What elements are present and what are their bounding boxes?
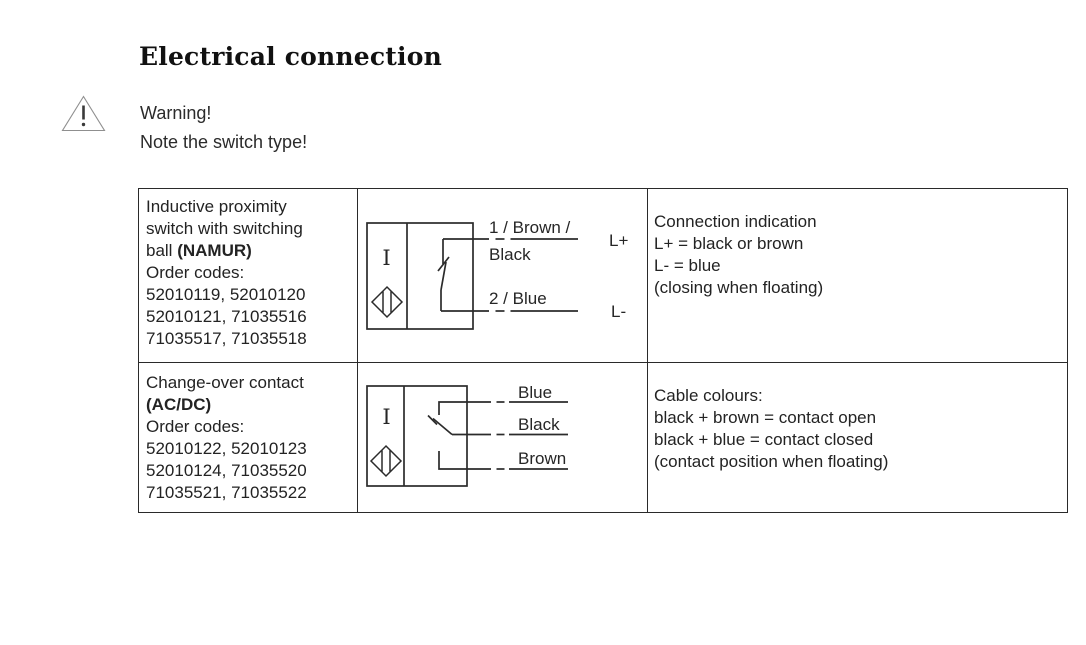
description-line bbox=[146, 240, 353, 262]
bold-text: (AC/DC) bbox=[146, 395, 212, 414]
order-codes-line: 52010124, 71035520 bbox=[146, 461, 307, 480]
diagram-cell-changeover bbox=[358, 363, 648, 513]
indication-line: black + blue = contact closed bbox=[654, 430, 874, 449]
indication-cell-namur bbox=[648, 189, 1068, 363]
sensor-i-symbol: I bbox=[382, 405, 391, 429]
warning-icon bbox=[61, 95, 106, 133]
description-cell-changeover bbox=[139, 363, 358, 513]
wiring-diagram-changeover bbox=[358, 363, 647, 512]
order-codes-heading: Order codes: bbox=[146, 263, 245, 282]
wire-label-blue: Blue bbox=[518, 383, 553, 402]
wire-label-black: Black bbox=[518, 415, 560, 434]
indication-line: Connection indication bbox=[654, 212, 817, 231]
indication-line: (contact position when floating) bbox=[654, 452, 889, 471]
indication-cell-changeover bbox=[648, 363, 1068, 513]
switch-blade bbox=[433, 419, 452, 435]
terminal-label-l-minus: L- bbox=[611, 302, 627, 321]
indication-line: (closing when floating) bbox=[654, 278, 824, 297]
description-line: Inductive proximity bbox=[146, 197, 287, 216]
description-line: switch with switching bbox=[146, 219, 303, 238]
diagram-cell-namur bbox=[358, 189, 648, 363]
order-codes-line: 71035521, 71035522 bbox=[146, 483, 307, 502]
namur-bold-label: (NAMUR) bbox=[177, 241, 252, 260]
page-title: Electrical connection bbox=[139, 42, 442, 71]
terminal-label-l-plus: L+ bbox=[609, 231, 629, 250]
acdc-bold-label bbox=[146, 394, 353, 416]
warning-line-1: Warning! bbox=[140, 103, 212, 123]
order-codes-heading: Order codes: bbox=[146, 417, 245, 436]
order-codes-line: 52010122, 52010123 bbox=[146, 439, 307, 458]
order-codes-line: 71035517, 71035518 bbox=[146, 329, 307, 348]
warning-text bbox=[140, 99, 307, 157]
description-text: ball bbox=[146, 241, 178, 260]
indication-line: black + brown = contact open bbox=[654, 408, 877, 427]
wire-label-1-brown: 1 / Brown / bbox=[489, 218, 571, 237]
order-codes-line: 52010119, 52010120 bbox=[146, 285, 306, 304]
sensor-i-symbol: I bbox=[382, 246, 391, 270]
order-codes-line: 52010121, 71035516 bbox=[146, 307, 307, 326]
indication-line: L- = blue bbox=[654, 256, 721, 275]
contact-hook-top bbox=[439, 402, 491, 415]
wiring-diagram-namur bbox=[358, 189, 647, 362]
warning-line-2: Note the switch type! bbox=[140, 132, 308, 152]
connection-table bbox=[138, 188, 1068, 513]
inductive-sensor-diamond-icon bbox=[371, 446, 401, 476]
wire-label-brown: Brown bbox=[518, 449, 567, 468]
description-line: Change-over contact bbox=[146, 373, 304, 392]
inductive-sensor-diamond-icon bbox=[372, 287, 402, 317]
contact-hook-bottom bbox=[439, 451, 491, 469]
indication-line: Cable colours: bbox=[654, 386, 763, 405]
wire-label-2-blue: 2 / Blue bbox=[489, 289, 547, 308]
warning-exclamation-dot bbox=[82, 123, 85, 126]
wire-label-black: Black bbox=[489, 245, 531, 264]
description-cell-namur bbox=[139, 189, 358, 363]
indication-line: L+ = black or brown bbox=[654, 234, 804, 253]
